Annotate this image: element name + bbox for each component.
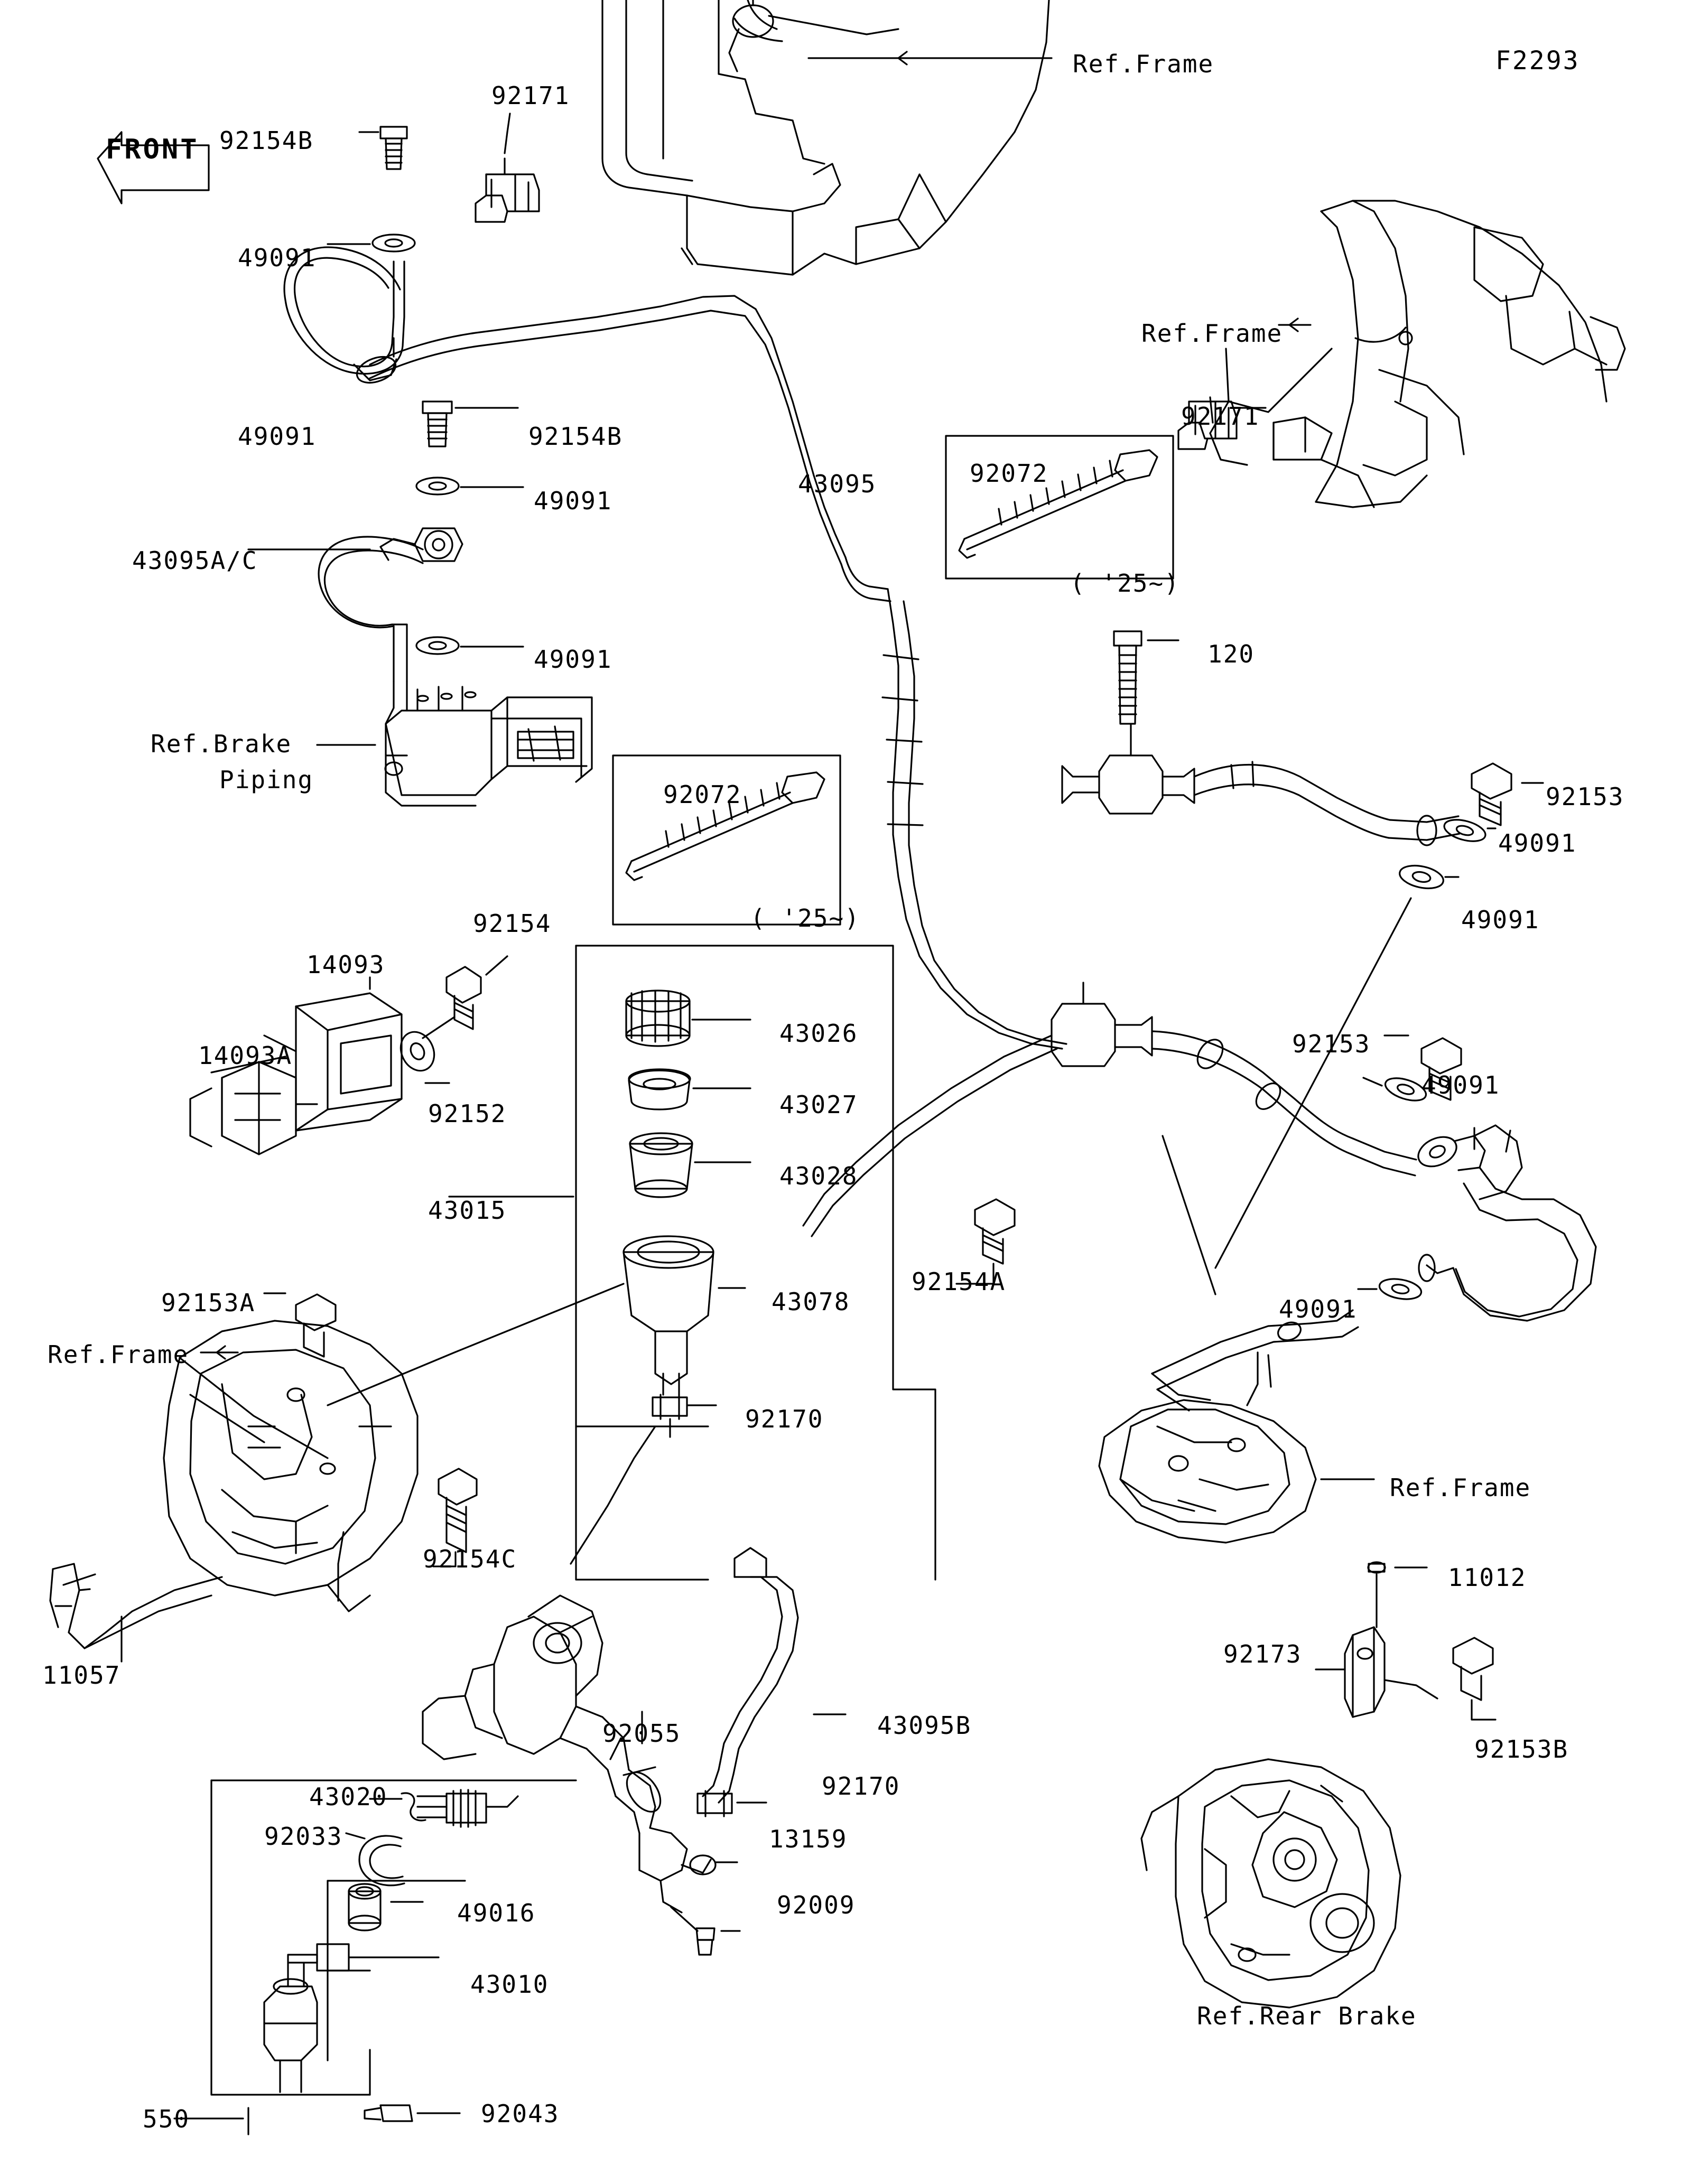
part-callout-n49091-4: 49091 bbox=[534, 645, 612, 674]
part-callout-n92072-left: 92072 bbox=[663, 780, 742, 809]
part-callout-ref-frame-top: Ref.Frame bbox=[1073, 50, 1214, 78]
part-callout-n13159: 13159 bbox=[769, 1825, 848, 1853]
part-callout-n92170-2: 92170 bbox=[822, 1772, 900, 1800]
part-callout-n92009: 92009 bbox=[777, 1891, 856, 1919]
part-callout-n49091-3: 49091 bbox=[534, 487, 612, 515]
part-callout-n49091-7: 49091 bbox=[1421, 1071, 1500, 1099]
part-callout-n92033: 92033 bbox=[264, 1822, 343, 1851]
part-callout-ref-brake-piping-2: Piping bbox=[219, 766, 314, 794]
part-callout-n92170-1: 92170 bbox=[745, 1405, 824, 1433]
part-callout-n92154b-1: 92154B bbox=[219, 126, 314, 155]
part-callout-ref-frame-right: Ref.Frame bbox=[1141, 319, 1283, 348]
part-callout-n120: 120 bbox=[1207, 640, 1255, 668]
part-callout-n14093: 14093 bbox=[306, 950, 385, 979]
diagram-code: F2293 bbox=[1495, 46, 1580, 76]
part-callout-n43078: 43078 bbox=[772, 1287, 850, 1316]
part-callout-n49091-8: 49091 bbox=[1279, 1295, 1358, 1323]
part-callout-n92153-2: 92153 bbox=[1292, 1030, 1371, 1058]
part-callout-n49016: 49016 bbox=[457, 1899, 536, 1927]
part-callout-ref-frame-lower: Ref.Frame bbox=[1390, 1473, 1531, 1502]
part-callout-n11057: 11057 bbox=[42, 1661, 121, 1690]
part-callout-ref-brake-piping-1: Ref.Brake bbox=[151, 730, 292, 758]
part-callout-n92171-right: 92171 bbox=[1181, 402, 1260, 431]
part-callout-n43095ac: 43095A/C bbox=[132, 546, 258, 575]
part-callout-n49091-6: 49091 bbox=[1461, 906, 1540, 934]
part-callout-n92153b: 92153B bbox=[1474, 1735, 1569, 1763]
part-callout-n11012: 11012 bbox=[1448, 1563, 1527, 1592]
part-callout-n43028: 43028 bbox=[779, 1162, 858, 1190]
part-callout-n92043: 92043 bbox=[481, 2099, 560, 2128]
part-callout-n14093a: 14093A bbox=[198, 1041, 293, 1070]
part-callout-n550: 550 bbox=[143, 2105, 190, 2133]
part-callout-n43095: 43095 bbox=[798, 470, 877, 498]
part-callout-n49091-5: 49091 bbox=[1498, 829, 1577, 857]
part-callout-n92154b-2: 92154B bbox=[528, 422, 623, 451]
part-callout-n92153a: 92153A bbox=[161, 1289, 256, 1317]
part-callout-n43095b: 43095B bbox=[877, 1711, 972, 1740]
part-callout-n92171-top: 92171 bbox=[491, 81, 570, 110]
part-callout-n92154c: 92154C bbox=[423, 1545, 517, 1573]
part-callout-n49091-1: 49091 bbox=[238, 244, 317, 272]
part-callout-n43027: 43027 bbox=[779, 1090, 858, 1119]
part-callout-n49091-2: 49091 bbox=[238, 422, 317, 451]
part-callout-n92055: 92055 bbox=[602, 1719, 681, 1748]
part-callout-n43026: 43026 bbox=[779, 1019, 858, 1048]
front-direction-badge bbox=[85, 114, 209, 193]
part-callout-n92173: 92173 bbox=[1223, 1640, 1302, 1668]
front-badge-label: FRONT bbox=[106, 134, 199, 165]
part-callout-n92072-right: 92072 bbox=[970, 459, 1048, 488]
part-callout-y25-right: ( '25~) bbox=[1070, 569, 1180, 598]
part-callout-y25-left: ( '25~) bbox=[750, 904, 860, 932]
part-callout-n92154: 92154 bbox=[473, 909, 552, 938]
part-callout-n43015: 43015 bbox=[428, 1196, 507, 1225]
part-callout-n43010: 43010 bbox=[470, 1970, 549, 1999]
part-callout-ref-rear-brake: Ref.Rear Brake bbox=[1197, 2002, 1417, 2030]
part-callout-n92152: 92152 bbox=[428, 1099, 507, 1128]
part-callout-ref-frame-left: Ref.Frame bbox=[48, 1340, 189, 1369]
part-callout-n92153-1: 92153 bbox=[1546, 782, 1624, 811]
part-callout-n43020: 43020 bbox=[309, 1782, 388, 1811]
part-callout-n92154a: 92154A bbox=[912, 1267, 1006, 1296]
